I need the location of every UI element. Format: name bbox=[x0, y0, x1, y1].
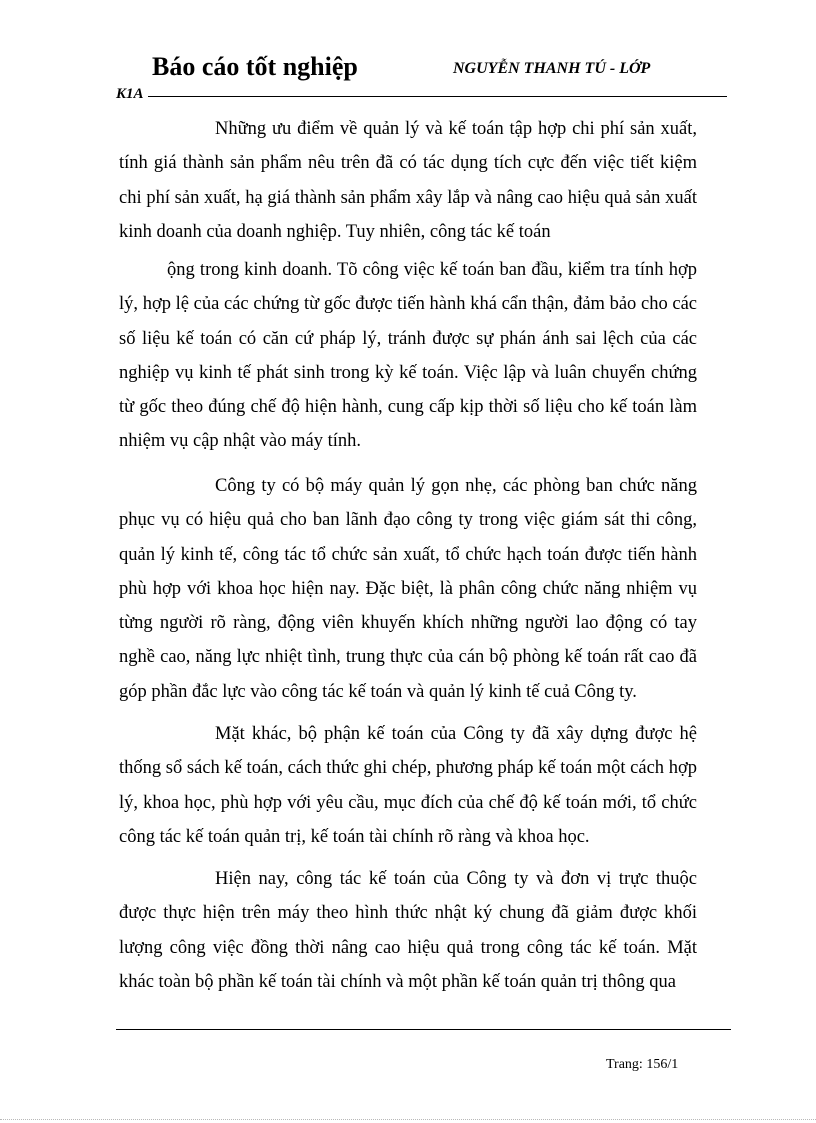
header-divider bbox=[148, 96, 727, 97]
footer-divider bbox=[116, 1029, 731, 1030]
paragraph-1: Những ưu điểm về quản lý và kế toán tập hợp chi phí sản xuất, tính giá thành sản phẩm nêu trên đã có tác dụng tích cực đến việc tiết kiệm chi phí sản xuất, hạ giá thành sản phẩm xây lắp và nâng cao hiệu quả sản xuất kinh doanh của doanh nghiệp. Tuy nhiên, công tác kế toán bbox=[119, 119, 697, 242]
author-class: K1A bbox=[116, 86, 144, 102]
page-break-line bbox=[0, 1119, 816, 1120]
paragraph-2: ộng trong kinh doanh. Tõ công việc kế toán ban đầu, kiểm tra tính hợp lý, hợp lệ của các chứng từ gốc được tiến hành khá cẩn thận, đảm bảo cho các số liệu kế toán có căn cứ pháp lý, tránh được sự phán ánh sai lệch của các nghiệp vụ kinh tế phát sinh trong kỳ kế toán. Việc lập và luân chuyển chứng từ gốc theo đúng chế độ hiện hành, cung cấp kịp thời số liệu cho kế toán làm nhiệm vụ cập nhật vào máy tính. bbox=[119, 260, 697, 452]
page-number: Trang: 156/1 bbox=[606, 1057, 679, 1072]
paragraph-3: Công ty có bộ máy quản lý gọn nhẹ, các phòng ban chức năng phục vụ có hiệu quả cho ban lãnh đạo công ty trong việc giám sát thi công, quản lý kinh tế, công tác tổ chức sản xuất, tổ chức hạch toán được tiến hành phù hợp với khoa học hiện nay. Đặc biệt, là phân công chức năng nhiệm vụ từng người rõ ràng, động viên khuyến khích những người lao động có tay nghề cao, năng lực nhiệt tình, trung thực của cán bộ phòng kế toán rất cao đã góp phần đắc lực vào công tác kế toán và quản lý kinh tế cuả Công ty. bbox=[119, 476, 697, 702]
paragraph-4: Mặt khác, bộ phận kế toán của Công ty đã xây dựng được hệ thống sổ sách kế toán, cách thức ghi chép, phương pháp kế toán một cách hợp lý, khoa học, phù hợp với yêu cầu, mục đích của chế độ kế toán mới, tổ chức công tác kế toán quản trị, kế toán tài chính rõ ràng và khoa học. bbox=[119, 724, 697, 847]
document-title: Báo cáo tốt nghiệp bbox=[152, 52, 358, 81]
paragraph-5: Hiện nay, công tác kế toán của Công ty và đơn vị trực thuộc được thực hiện trên máy theo hình thức nhật ký chung đã giảm được khối lượng công việc đồng thời nâng cao hiệu quả trong công tác kế toán. Mặt khác toàn bộ phần kế toán tài chính và một phần kế toán quản trị thông qua bbox=[119, 869, 697, 992]
author-name: NGUYỄN THANH TÚ - LỚP bbox=[453, 60, 651, 77]
